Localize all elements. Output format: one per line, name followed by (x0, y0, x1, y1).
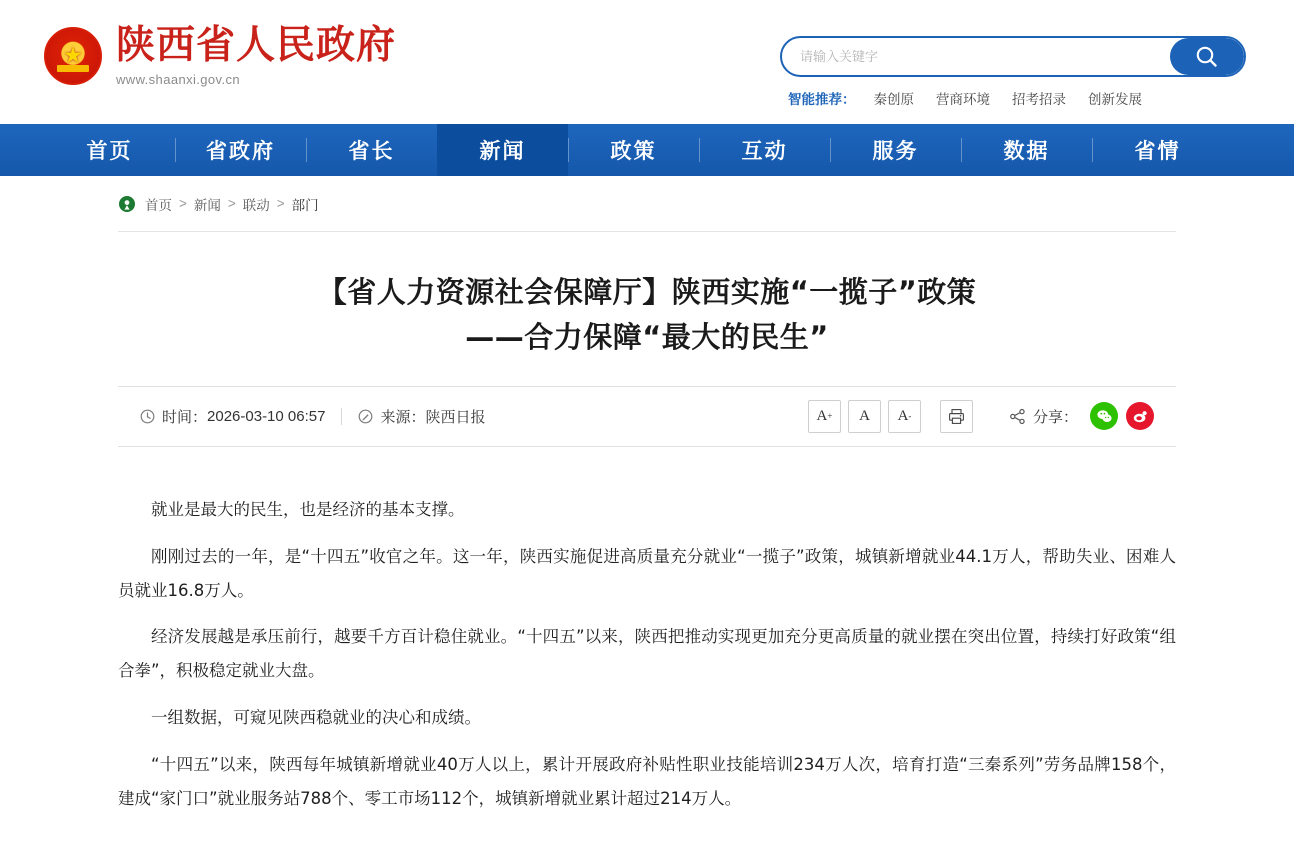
site-logo[interactable] (44, 23, 397, 87)
nav-item-policy[interactable]: 政策 (568, 124, 699, 176)
article-paragraph-1: 刚刚过去的一年，是“十四五”收官之年。这一年，陕西实施促进高质量充分就业“一揽子”政策，城镇新增就业44.1万人，帮助失业、困难人员就业16.8万人。 (118, 546, 1176, 600)
font-small-label: A (897, 407, 909, 424)
article-time-value: 2026-03-10 06:57 (207, 407, 326, 425)
share-label: 分享： (1032, 408, 1078, 426)
nav-item-data[interactable]: 数据 (961, 124, 1092, 176)
breadcrumb-separator-1: > (227, 196, 236, 211)
article-paragraph-3: 一组数据，可窥见陕西稳就业的决心和成绩。 (151, 707, 481, 727)
search-icon (1194, 44, 1220, 70)
font-large-sup: + (827, 411, 833, 422)
article-time (140, 406, 325, 427)
hot-keywords (780, 88, 1246, 108)
meta-divider (341, 408, 342, 425)
font-small-sup: - (908, 411, 912, 422)
article-title-line2: ——合力保障“最大的民生” (465, 319, 829, 354)
nav-item-province-info[interactable]: 省情 (1092, 124, 1223, 176)
share-group (1009, 402, 1154, 430)
search-button[interactable] (1170, 38, 1244, 75)
printer-icon (947, 407, 966, 426)
location-pin-icon (118, 195, 136, 213)
font-size-normal-button[interactable] (848, 400, 881, 433)
national-emblem-icon (44, 27, 102, 85)
article-time-label: 时间： (162, 408, 208, 426)
site-url: www.shaanxi.gov.cn (116, 71, 241, 87)
article-paragraph-4: “十四五”以来，陕西每年城镇新增就业40万人以上，累计开展政府补贴性职业技能培训234万人次，培育打造“三秦系列”劳务品牌158个，建成“家门口”就业服务站788个、零工市场112个，城镇新增就业累计超过214万人。 (118, 754, 1176, 808)
article-source (358, 406, 485, 427)
breadcrumb-item-2[interactable]: 联动 (242, 197, 270, 213)
share-icon (1009, 408, 1026, 425)
clock-icon (140, 409, 155, 424)
nav-item-services[interactable]: 服务 (830, 124, 961, 176)
nav-item-provincial-government[interactable]: 省政府 (175, 124, 306, 176)
article-meta-bar (118, 386, 1176, 447)
article-source-value: 陕西日报 (425, 408, 486, 426)
page-content (118, 176, 1176, 848)
breadcrumb-separator-2: > (276, 196, 285, 211)
search-area (780, 36, 1246, 108)
font-size-small-button[interactable] (888, 400, 921, 433)
search-box[interactable] (780, 36, 1246, 77)
site-title: 陕西省人民政府 (116, 23, 397, 68)
breadcrumb (118, 176, 1176, 232)
breadcrumb-item-1[interactable]: 新闻 (193, 197, 221, 213)
font-large-label: A (816, 407, 828, 424)
article-body (118, 447, 1176, 848)
hot-keywords-label: 智能推荐： (788, 92, 856, 107)
print-button[interactable] (940, 400, 973, 433)
nav-item-home[interactable]: 首页 (86, 140, 133, 163)
hot-keyword-0[interactable]: 秦创原 (873, 92, 914, 107)
site-header (0, 0, 1294, 124)
wechat-icon[interactable] (1090, 402, 1118, 430)
article-paragraph-0: 就业是最大的民生，也是经济的基本支撑。 (151, 499, 465, 519)
hot-keyword-2[interactable]: 招考招录 (1012, 92, 1066, 107)
font-size-large-button[interactable] (808, 400, 841, 433)
main-navigation (0, 124, 1294, 176)
hot-keyword-1[interactable]: 营商环境 (936, 92, 990, 107)
breadcrumb-separator-0: > (179, 196, 187, 211)
article-title-line1: 【省人力资源社会保障厅】陕西实施“一揽子”政策 (317, 275, 977, 309)
breadcrumb-item-current: 部门 (291, 197, 319, 213)
article-title (118, 232, 1176, 386)
pen-icon (358, 409, 373, 424)
nav-item-news[interactable]: 新闻 (437, 124, 568, 176)
article-source-label: 来源： (380, 408, 426, 426)
nav-item-governor[interactable]: 省长 (306, 124, 437, 176)
breadcrumb-item-0[interactable]: 首页 (145, 197, 172, 213)
weibo-icon[interactable] (1126, 402, 1154, 430)
article-tools (808, 400, 1154, 433)
article-meta-left (140, 406, 485, 427)
hot-keyword-3[interactable]: 创新发展 (1088, 92, 1142, 107)
font-normal-label: A (859, 407, 870, 424)
nav-item-interaction[interactable]: 互动 (699, 124, 830, 176)
search-input[interactable] (782, 38, 1170, 75)
article-paragraph-2: 经济发展越是承压前行，越要千方百计稳住就业。“十四五”以来，陕西把推动实现更加充分更高质量的就业摆在突出位置，持续打好政策“组合拳”，积极稳定就业大盘。 (118, 627, 1176, 681)
